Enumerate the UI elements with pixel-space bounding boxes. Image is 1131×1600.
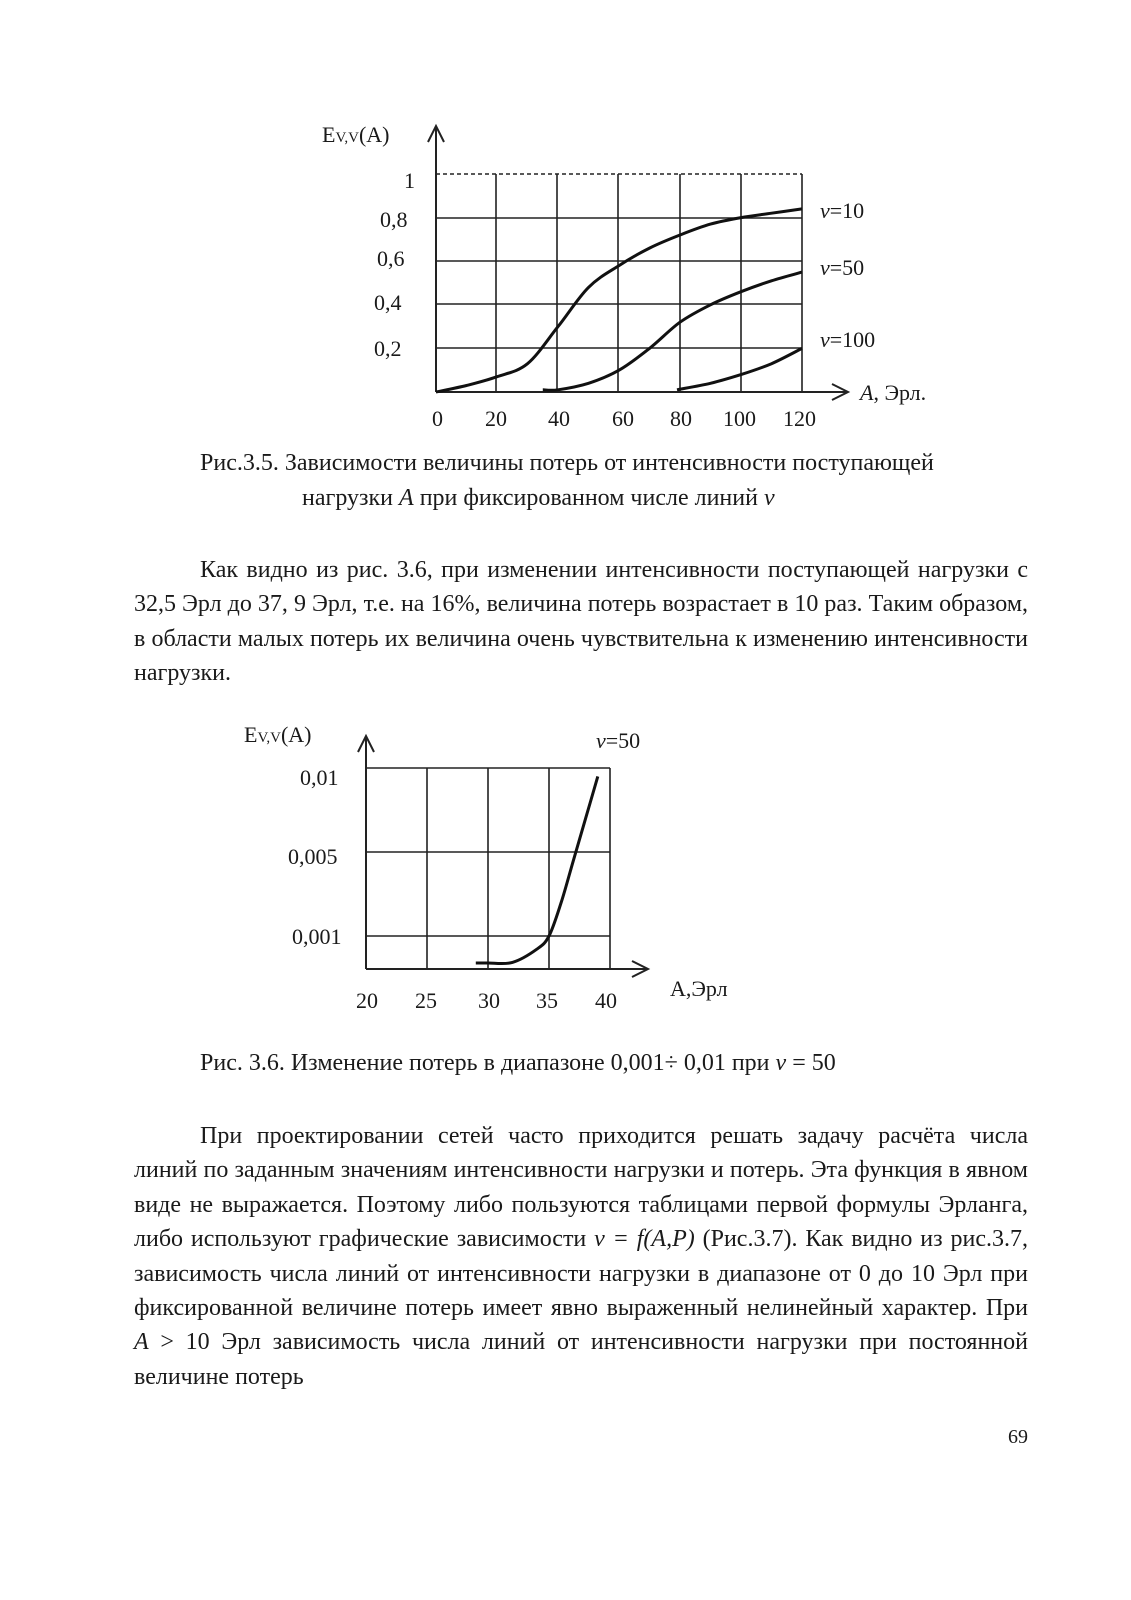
fig35-x-ticks [432, 406, 816, 431]
fig35-curve-v10 [436, 209, 802, 392]
fig36-grid [366, 768, 610, 969]
fig36-xtick: 30 [478, 988, 500, 1013]
fig36-x-ticks [356, 988, 617, 1013]
fig35-ytick: 1 [404, 168, 415, 193]
fig35-curve-v100 [677, 348, 802, 389]
fig36-label-v50: v=50 [596, 728, 641, 753]
fig36-ylabel: EV,V(A) [244, 722, 312, 747]
fig36-axes [358, 736, 648, 977]
figure-3-6-chart [0, 718, 1131, 1038]
fig36-xtick: 40 [595, 988, 617, 1013]
fig35-curve-v50 [543, 272, 802, 390]
caption-text: = 50 [786, 1050, 836, 1076]
paragraph-1: Как видно из рис. 3.6, при изменении интенсивности поступающей нагрузки с 32,5 Эрл до 37, 9 Эрл, т.е. на 16%, величина потерь возрастает в 10 раз. Таким образом, в области малых потерь их величина очень чувствительна к изменению интенсивности нагрузки. [134, 557, 1028, 687]
fig35-y-ticks [374, 168, 415, 361]
para2-var-a: A [134, 1329, 149, 1356]
fig35-xtick: 80 [670, 406, 692, 431]
para2-text: (Рис.3.7). Как видно из рис.3.7, зависимость числа линий от интенсивности нагрузки в диапазоне от 0 до 10 Эрл при фиксированной величине потерь имеет явно выраженный нелинейный характер. При [134, 1226, 1028, 1322]
figure-3-5-caption-line1: Рис.3.5. Зависимости величины потерь от интенсивности поступающей [200, 450, 934, 476]
fig35-ytick: 0,2 [374, 336, 402, 361]
fig36-xtick: 25 [415, 988, 437, 1013]
fig35-xtick: 20 [485, 406, 507, 431]
caption-var-a: A [399, 485, 414, 511]
caption-text: Рис. 3.6. Изменение потерь в диапазоне 0,001÷ 0,01 при [200, 1050, 776, 1076]
paragraph-2 [134, 1119, 1028, 1394]
fig36-y-ticks [288, 765, 342, 949]
figure-3-5-caption-line2 [302, 481, 775, 515]
fig35-label-v100: v=100 [820, 327, 876, 352]
para2-formula: v = f(A,P) [594, 1226, 695, 1253]
fig35-ytick: 0,4 [374, 290, 402, 315]
fig35-ytick: 0,6 [377, 246, 405, 271]
fig35-xtick: 120 [783, 406, 816, 431]
fig35-ylabel: EV,V(A) [322, 122, 390, 147]
figure-3-6-caption [200, 1046, 836, 1080]
para2-text: При проектировании сетей часто приходится решать задачу расчёта числа линий по заданным значениям интенсивности нагрузки и потерь. Эта функция в явном виде не выражается. Поэтому либо пользуются таблицами первой формулы Эрланга, либо используют графические зависимости [134, 1123, 1028, 1253]
fig36-xlabel: A,Эрл [670, 976, 728, 1001]
fig35-xlabel: A, Эрл. [860, 380, 927, 405]
para2-text: > 10 Эрл зависимость числа линий от интенсивности нагрузки при постоянной величине потерь [134, 1329, 1028, 1390]
fig36-ytick: 0,01 [300, 765, 339, 790]
fig35-xtick: 40 [548, 406, 570, 431]
fig35-xtick: 100 [723, 406, 756, 431]
fig35-grid [436, 174, 802, 392]
fig36-ytick: 0,001 [292, 924, 342, 949]
fig35-curves [436, 209, 802, 392]
fig35-xtick: 60 [612, 406, 634, 431]
fig35-xtick: 0 [432, 406, 443, 431]
fig35-label-v10: v=10 [820, 198, 865, 223]
fig35-curve-labels [820, 198, 875, 352]
caption-var-v: v [775, 1050, 787, 1076]
fig35-label-v50: v=50 [820, 255, 865, 280]
page-number: 69 [1008, 1426, 1028, 1448]
fig35-ytick: 0,8 [380, 207, 408, 232]
caption-text: при фиксированном числе линий [413, 485, 764, 511]
fig36-xtick: 20 [356, 988, 378, 1013]
caption-text: нагрузки [302, 485, 400, 511]
caption-var-v: v [763, 485, 775, 511]
fig36-ytick: 0,005 [288, 844, 338, 869]
fig36-xtick: 35 [536, 988, 558, 1013]
